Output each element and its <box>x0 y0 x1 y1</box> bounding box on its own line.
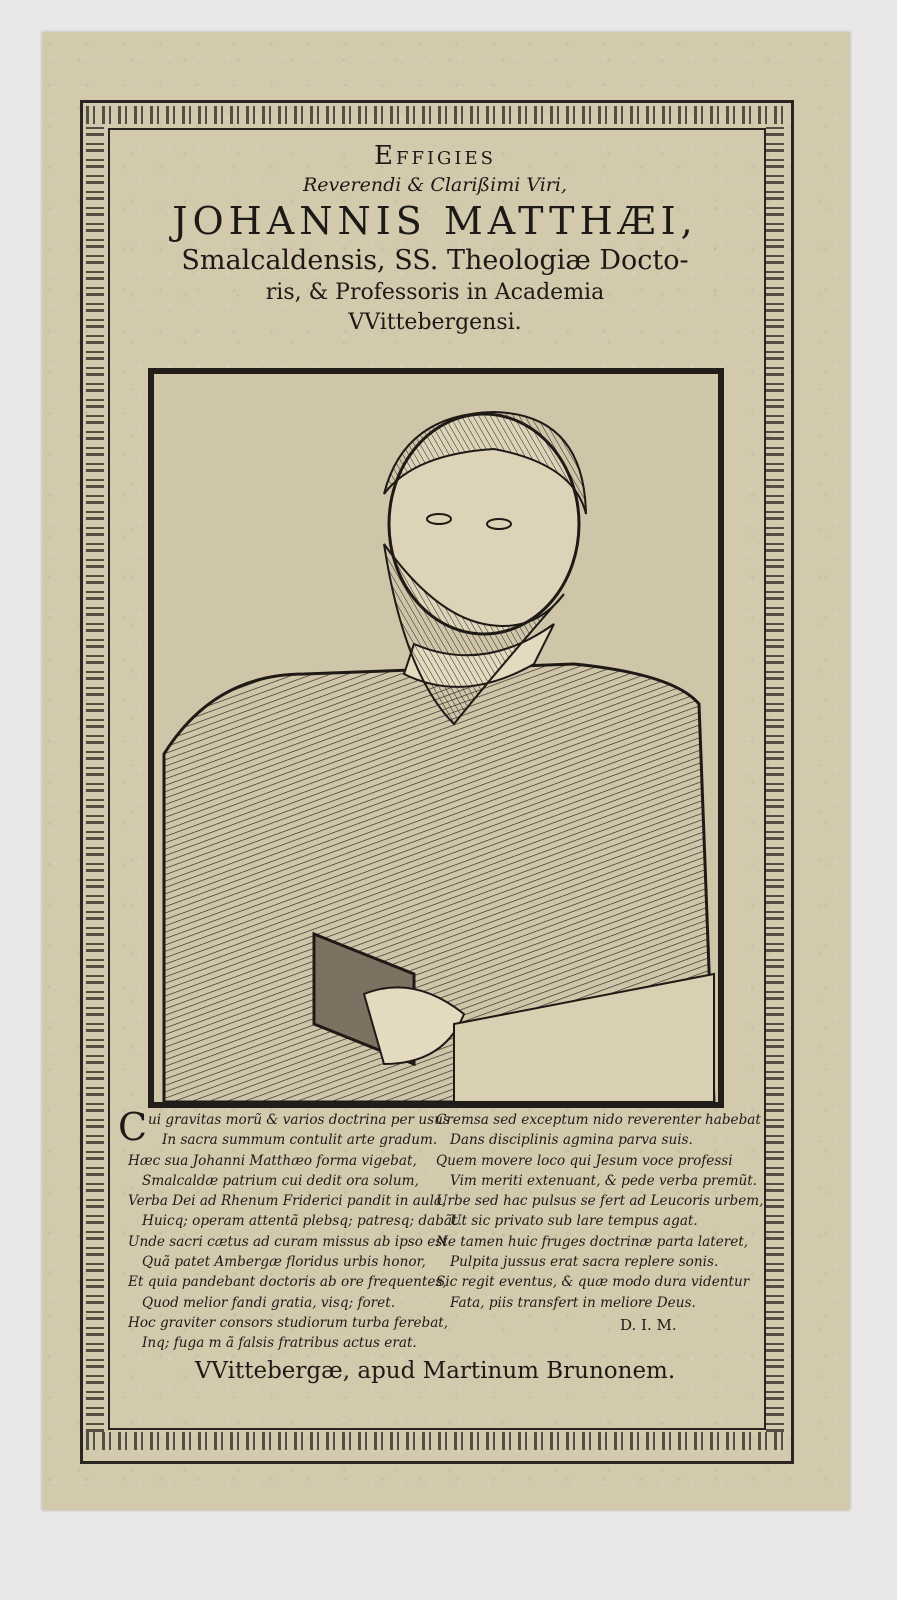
verse-right-column <box>436 1110 764 1313</box>
verse-line: Ut sic privato sub lare tempus agat. <box>450 1213 698 1230</box>
ornament-bottom <box>86 1432 786 1450</box>
portrait-figure-icon <box>154 374 718 1102</box>
verse-line: Ne tamen huic fruges doctrinæ parta lateret, <box>436 1233 749 1250</box>
title-line4: VVittebergensi. <box>348 310 522 335</box>
imprint: VVittebergæ, apud Martinum Brunonem. <box>194 1358 676 1384</box>
verse-line: Huicq; operam attentã plebsq; patresq; dabãt. <box>142 1213 462 1230</box>
verse-line: Verba Dei ad Rhenum Friderici pandit in aula, <box>128 1193 447 1210</box>
verse-line: Smalcaldæ patrium cui dedit ora solum, <box>142 1172 419 1189</box>
verse-line: Quem movere loco qui Jesum voce professi <box>436 1152 733 1169</box>
verse-line: Inq; fuga m ã falsis fratribus actus erat. <box>142 1335 417 1352</box>
verse-line: Quã patet Ambergæ floridus urbis honor, <box>142 1254 426 1271</box>
title-name: JOHANNIS MATTHÆI, <box>172 199 698 243</box>
ornament-right <box>766 124 784 1432</box>
ornament-left <box>86 124 104 1432</box>
drop-cap: C <box>118 1105 148 1149</box>
verse-line: Unde sacri cætus ad curam missus ab ipso est <box>128 1233 448 1250</box>
verse-line: Pulpita jussus erat sacra replere sonis. <box>450 1254 719 1271</box>
dim-signature: D. I. M. <box>620 1316 677 1334</box>
woodcut-portrait <box>148 368 724 1108</box>
verse-line: Fata, piis transfert in meliore Deus. <box>450 1294 696 1311</box>
verse-left-column <box>128 1110 462 1354</box>
title-block <box>108 140 762 338</box>
verse-line: Hoc graviter consors studiorum turba ferebat, <box>128 1314 449 1331</box>
verse-line: Dans disciplinis agmina parva suis. <box>450 1132 693 1149</box>
title-effigies: Effigies <box>373 141 497 171</box>
verse-line: Et quia pandebant doctoris ab ore frequentes, <box>128 1274 447 1291</box>
title-reverendi: Reverendi & Clarißimi Viri, <box>303 174 567 196</box>
verse-line: Cremsa sed exceptum nido reverenter habebat <box>436 1112 761 1128</box>
title-smalcaldensis: Smalcaldensis, SS. Theologiæ Docto- <box>181 245 689 276</box>
verse-line: Quod melior fandi gratia, visq; foret. <box>142 1294 396 1311</box>
verse-line: Vim meriti extenuant, & pede verba premũt. <box>450 1172 758 1189</box>
title-line3: ris, & Professoris in Academia <box>265 280 605 305</box>
verse-line: Hæc sua Johanni Matthæo forma vigebat, <box>128 1152 417 1169</box>
verse-line: Urbe sed hac pulsus se fert ad Leucoris urbem, <box>436 1193 764 1210</box>
verse-line: Sic regit eventus, & quæ modo dura videntur <box>436 1274 750 1291</box>
verse-line: In sacra summum contulit arte gradum. <box>162 1132 438 1149</box>
ornament-top <box>86 106 786 124</box>
verse-line: ui gravitas morũ & varios doctrina per usus <box>148 1112 450 1128</box>
